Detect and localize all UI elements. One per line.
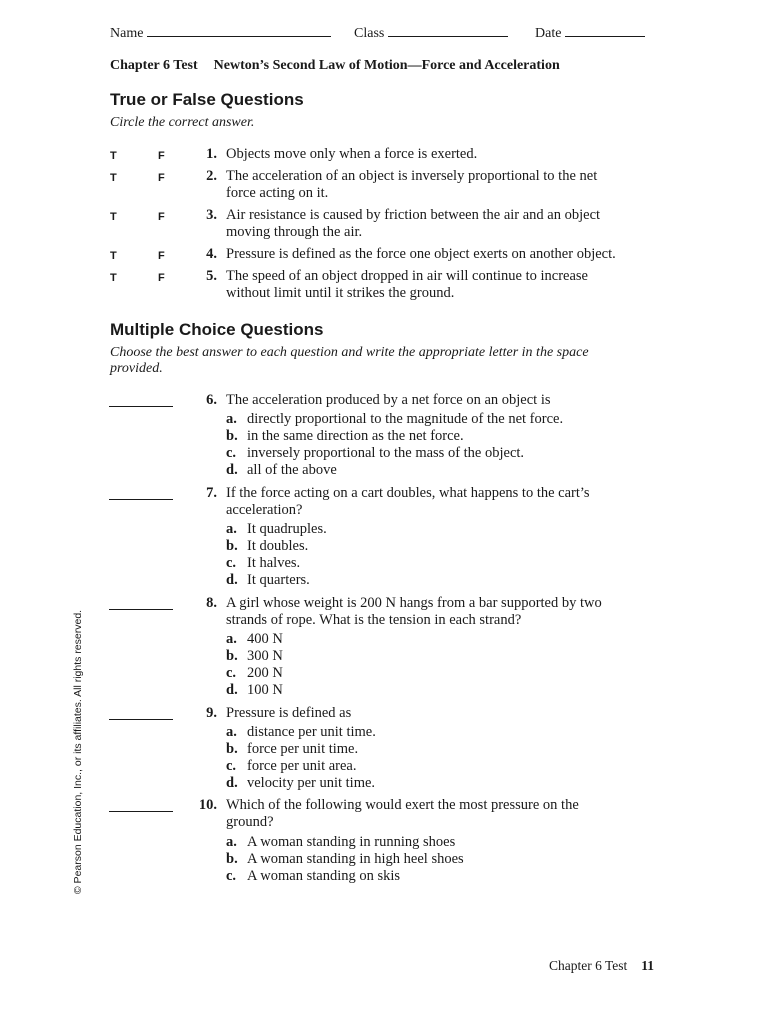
chapter-heading [110, 58, 560, 74]
choice-letter: b. [226, 538, 238, 554]
choice-text: It quadruples. [247, 521, 327, 537]
true-option[interactable]: T [110, 272, 117, 284]
footer-label: Chapter 6 Test [549, 958, 628, 973]
choice-text: force per unit time. [247, 741, 359, 757]
answer-blank[interactable] [109, 406, 173, 407]
question-text: Objects move only when a force is exerted. [226, 146, 478, 162]
question-text: The acceleration produced by a net force on an object is [226, 392, 551, 408]
question-text: strands of rope. What is the tension in each strand? [226, 612, 522, 628]
class-label: Class [354, 26, 385, 41]
true-option[interactable]: T [110, 211, 117, 223]
choice-letter: b. [226, 428, 238, 444]
choice-letter: d. [226, 775, 238, 791]
question-text: The acceleration of an object is inversely proportional to the net [226, 168, 598, 184]
choice-letter: a. [226, 521, 237, 537]
date-label: Date [535, 26, 562, 41]
choice-text: It quarters. [247, 572, 310, 588]
choice-text: A woman standing in running shoes [247, 834, 456, 850]
choice-text: 300 N [247, 648, 283, 664]
question-text: Pressure is defined as [226, 705, 352, 721]
choice-text: distance per unit time. [247, 724, 376, 740]
choice-letter: b. [226, 648, 238, 664]
answer-blank[interactable] [109, 499, 173, 500]
true-option[interactable]: T [110, 172, 117, 184]
answer-choice [226, 538, 646, 555]
chapter-label: Chapter 6 Test [110, 58, 198, 73]
false-option[interactable]: F [158, 250, 165, 262]
choice-letter: a. [226, 834, 237, 850]
answer-choice [226, 834, 646, 851]
choice-letter: a. [226, 631, 237, 647]
false-option[interactable]: F [158, 272, 165, 284]
choice-text: velocity per unit time. [247, 775, 376, 791]
answer-blank[interactable] [109, 719, 173, 720]
choice-text: 200 N [247, 665, 283, 681]
true-option[interactable]: T [110, 150, 117, 162]
question-number: 2. [206, 168, 217, 184]
answer-choice [226, 631, 646, 648]
question-text: moving through the air. [226, 224, 363, 240]
choice-letter: c. [226, 868, 237, 884]
answer-choice [226, 555, 646, 572]
question-number: 4. [206, 246, 217, 262]
question-number: 8. [206, 595, 217, 611]
false-option[interactable]: F [158, 172, 165, 184]
answer-choice [226, 851, 646, 868]
multiple-choice-title: Multiple Choice Questions [110, 320, 324, 339]
choice-letter: b. [226, 851, 238, 867]
choice-text: force per unit area. [247, 758, 357, 774]
question-text: Air resistance is caused by friction between the air and an object [226, 207, 601, 223]
choice-text: A woman standing in high heel shoes [247, 851, 464, 867]
choice-letter: c. [226, 555, 237, 571]
answer-choice [226, 775, 646, 792]
class-field[interactable] [354, 24, 508, 42]
answer-choice [226, 724, 646, 741]
question-text: acceleration? [226, 502, 303, 518]
answer-choice [226, 758, 646, 775]
question-number: 5. [206, 268, 217, 284]
question-text: The speed of an object dropped in air will continue to increase [226, 268, 588, 284]
choice-text: 400 N [247, 631, 283, 647]
choice-text: 100 N [247, 682, 283, 698]
answer-choice [226, 682, 646, 699]
answer-choice [226, 572, 646, 589]
true-option[interactable]: T [110, 250, 117, 262]
choice-text: directly proportional to the magnitude of the net force. [247, 411, 564, 427]
choice-letter: c. [226, 758, 237, 774]
choice-letter: a. [226, 411, 237, 427]
class-blank[interactable] [388, 24, 508, 37]
true-false-instructions: Circle the correct answer. [110, 115, 255, 130]
name-label: Name [110, 26, 144, 41]
question-number: 9. [206, 705, 217, 721]
false-option[interactable]: F [158, 150, 165, 162]
choice-letter: c. [226, 665, 237, 681]
choice-text: all of the above [247, 462, 337, 478]
answer-choice [226, 462, 646, 479]
question-number: 7. [206, 485, 217, 501]
date-blank[interactable] [565, 24, 645, 37]
choice-letter: d. [226, 682, 238, 698]
question-text: If the force acting on a cart doubles, what happens to the cart’s [226, 485, 590, 501]
choice-text: in the same direction as the net force. [247, 428, 464, 444]
choice-letter: a. [226, 724, 237, 740]
name-blank[interactable] [147, 24, 331, 37]
page-footer [549, 958, 654, 974]
choice-letter: c. [226, 445, 237, 461]
answer-blank[interactable] [109, 811, 173, 812]
choice-letter: d. [226, 572, 238, 588]
multiple-choice-instructions: Choose the best answer to each question and write the appropriate letter in the space provided. [110, 345, 589, 376]
answer-choice [226, 741, 646, 758]
choice-text: inversely proportional to the mass of the object. [247, 445, 525, 461]
answer-choice [226, 868, 646, 885]
false-option[interactable]: F [158, 211, 165, 223]
question-text: Which of the following would exert the most pressure on the [226, 797, 579, 813]
question-text: force acting on it. [226, 185, 329, 201]
true-false-title: True or False Questions [110, 90, 304, 109]
answer-choice [226, 428, 646, 445]
question-text: Pressure is defined as the force one object exerts on another object. [226, 246, 616, 262]
choice-letter: b. [226, 741, 238, 757]
answer-choice [226, 445, 646, 462]
question-text: ground? [226, 814, 274, 830]
answer-choice [226, 665, 646, 682]
answer-choice [226, 648, 646, 665]
answer-choice [226, 411, 646, 428]
question-text: without limit until it strikes the ground. [226, 285, 455, 301]
choice-text: A woman standing on skis [247, 868, 401, 884]
choice-letter: d. [226, 462, 238, 478]
question-number: 3. [206, 207, 217, 223]
question-number: 1. [206, 146, 217, 162]
page-number: 11 [641, 958, 655, 973]
name-field[interactable] [110, 24, 331, 42]
question-text: A girl whose weight is 200 N hangs from a bar supported by two [226, 595, 602, 611]
question-number: 6. [206, 392, 217, 408]
choice-text: It doubles. [247, 538, 309, 554]
copyright-notice: © Pearson Education, Inc., or its affiliates. All rights reserved. [72, 609, 84, 895]
date-field[interactable] [535, 24, 645, 42]
question-number: 10. [198, 797, 217, 813]
chapter-title: Newton’s Second Law of Motion—Force and Acceleration [213, 58, 560, 73]
choice-text: It halves. [247, 555, 301, 571]
answer-blank[interactable] [109, 609, 173, 610]
answer-choice [226, 521, 646, 538]
